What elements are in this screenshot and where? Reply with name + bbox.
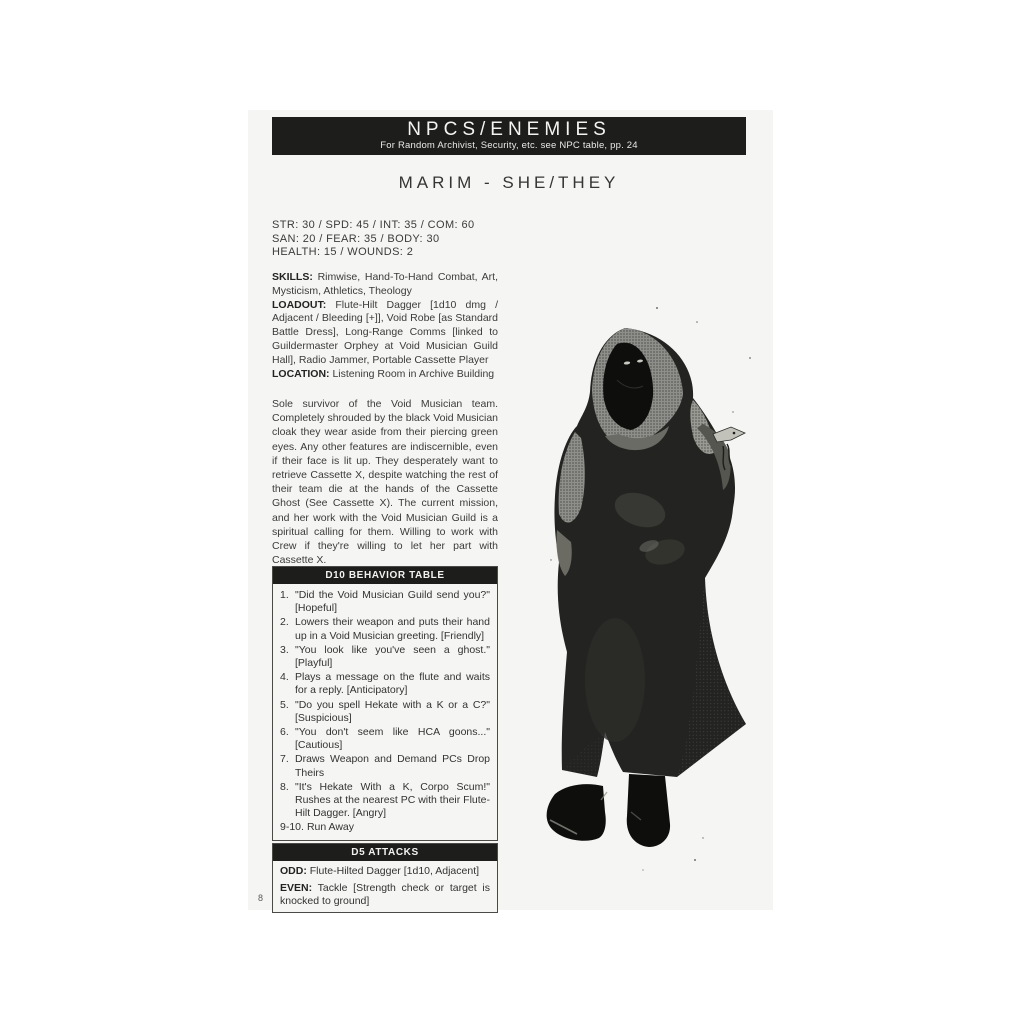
behavior-item: 1. "Did the Void Musician Guild send you?" [Hopeful] [280,589,490,615]
behavior-item: 7. Draws Weapon and Demand PCs Drop Theirs [280,753,490,779]
behavior-item: 4. Plays a message on the flute and waits for a reply. [Anticipatory] [280,671,490,697]
skills-line [272,271,498,299]
attacks-table [272,843,498,914]
rulebook-page [248,110,773,910]
npc-name: MARIM - SHE/THEY [398,173,620,192]
behavior-table [272,566,498,841]
behavior-item: 5. "Do you spell Hekate with a K or a C?" [Suspicious] [280,698,490,724]
behavior-item: 6. "You don't seem like HCA goons..." [Cautious] [280,726,490,752]
npc-description: Sole survivor of the Void Musician team. Completely shrouded by the black Void Musician cloak they wear aside from their piercing green eyes. Any other features are indiscernible, even if their face is lit up. They desperately want to retrieve Cassette X, despite watching the rest of their team die at the hands of the Cassette Ghost (See Cassette X). The current mission, and her work with the Void Musician Guild is a spiritual calling for them. Willing to work with Crew if they're willing to let her part with Cassette X. [272,398,498,567]
attack-even: EVEN: Tackle [Strength check or target is knocked to ground] [280,881,491,908]
behavior-item: 2. Lowers their weapon and puts their hand up in a Void Musician greeting. [Friendly] [280,616,490,642]
behavior-item: 3. "You look like you've seen a ghost." [Playful] [280,643,490,670]
page-number: 8 [258,893,264,903]
loadout-line [272,299,498,368]
stat-line: HEALTH: 15 / WOUNDS: 2 [272,246,414,258]
tables-column [272,566,498,915]
location-text: Listening Room in Archive Building [332,367,495,380]
behavior-item: 9-10. Run Away [280,821,355,834]
location-line [272,368,498,382]
attack-odd: ODD: Flute-Hilted Dagger [1d10, Adjacent] [280,864,480,877]
stat-line: STR: 30 / SPD: 45 / INT: 35 / COM: 60 [272,219,475,231]
section-subtitle: For Random Archivist, Security, etc. see NPC table, pp. 24 [380,140,638,151]
stat-line: SAN: 20 / FEAR: 35 / BODY: 30 [272,232,440,245]
boots [547,774,670,847]
behavior-list [273,589,497,835]
skills-text: Rimwise, Hand-To-Hand Combat, Art, Mysticism, Athletics, Theology [272,271,499,297]
behavior-table-title: D10 BEHAVIOR TABLE [273,567,497,584]
attribute-block [272,271,498,381]
marim-illustration [545,300,760,880]
skills-label: SKILLS: [272,271,313,283]
section-header [272,117,746,155]
stat-block [272,219,512,260]
section-title: NPCS/ENEMIES [407,119,611,140]
attacks-table-title: D5 ATTACKS [273,844,497,861]
loadout-label: LOADOUT: [272,298,327,311]
behavior-item: 8. "It's Hekate With a K, Corpo Scum!" Rushes at the nearest PC with their Flute-Hilt Dagger. [Angry] [280,780,490,820]
location-label: LOCATION: [272,367,330,380]
loadout-text: Flute-Hilt Dagger [1d10 dmg / Adjacent / Bleeding [+]], Void Robe [as Standard Battle Dress], Long-Range Comms [linked to Guildermaster Orphey at Void Musician Guild Hall], Radio Jammer, Portable Cassette Player [272,298,498,366]
